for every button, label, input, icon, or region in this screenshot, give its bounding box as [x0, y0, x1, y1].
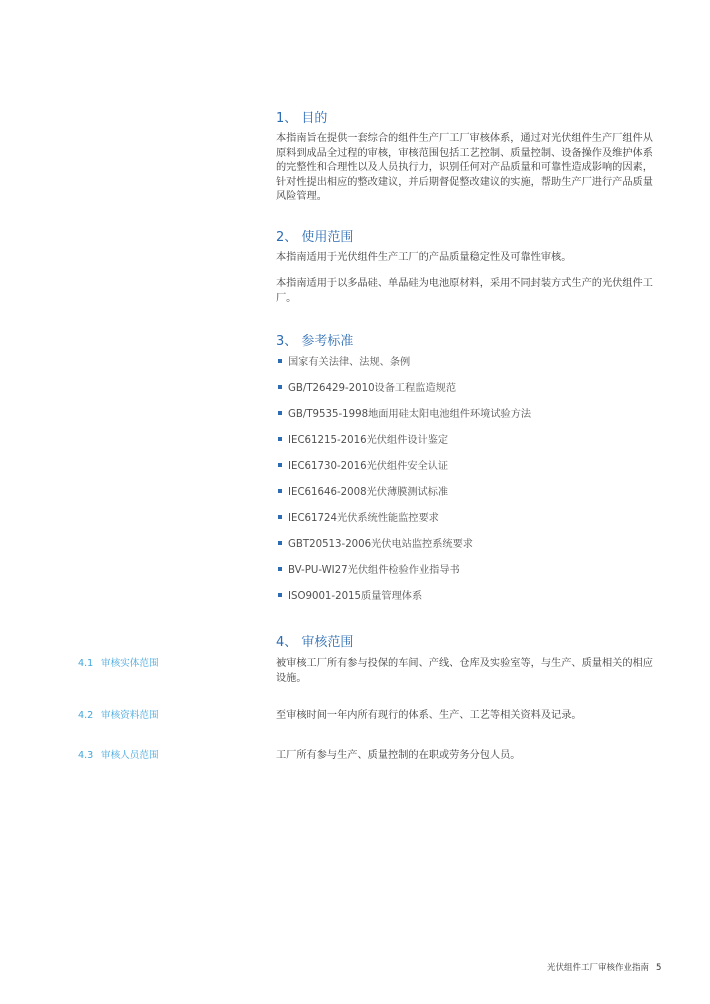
square-bullet-icon: [278, 359, 282, 363]
list-item: [278, 564, 662, 590]
list-item-text: IEC61215-2016光伏组件设计鉴定: [288, 435, 449, 446]
square-bullet-icon: [278, 593, 282, 597]
list-item-text: BV-PU-WI27光伏组件检验作业指导书: [288, 565, 460, 576]
square-bullet-icon: [278, 515, 282, 519]
personnel-scope-text: 工厂所有参与生产、质量控制的在职或劳务分包人员。: [276, 750, 521, 761]
list-item: [278, 434, 662, 460]
list-item-text: ISO9001-2015质量管理体系: [288, 591, 423, 602]
list-item: [278, 590, 662, 616]
list-item: [278, 356, 662, 382]
list-item-text: IEC61730-2016光伏组件安全认证: [288, 461, 449, 472]
page-number: 5: [656, 963, 662, 973]
square-bullet-icon: [278, 463, 282, 467]
list-item: [278, 486, 662, 512]
list-item-text: 国家有关法律、法规、条例: [288, 357, 411, 368]
list-item: [278, 408, 662, 434]
square-bullet-icon: [278, 567, 282, 571]
side-label-text: 审核人员范围: [101, 750, 159, 761]
square-bullet-icon: [278, 541, 282, 545]
section-heading-scope: 2、 使用范围: [276, 230, 354, 245]
side-label-entity-scope: [78, 657, 159, 672]
scope-paragraph-2: 本指南适用于以多晶硅、单晶硅为电池原材料，采用不同封装方式生产的光伏组件工厂。: [276, 278, 653, 304]
entity-scope-text: 被审核工厂所有参与投保的车间、产线、仓库及实验室等，与生产、质量相关的相应设施。: [276, 658, 653, 684]
reference-standards-list: [278, 356, 662, 616]
side-label-personnel-scope: [78, 749, 159, 764]
square-bullet-icon: [278, 489, 282, 493]
page-footer: [547, 962, 661, 974]
side-label-text: 审核实体范围: [101, 658, 159, 669]
list-item: [278, 538, 662, 564]
side-label-number: 4.2: [78, 710, 94, 721]
purpose-paragraph: 本指南旨在提供一套综合的组件生产厂工厂审核体系，通过对光伏组件生产厂组件从原料到成品全过程的审核，审核范围包括工艺控制、质量控制、设备操作及维护体系的完整性和合理性以及人员执行力，识别任何对产品质量和可靠性造成影响的因素，针对性提出相应的整改建议，并后期督促整改建议的实施，帮助生产厂进行产品质量风险管理。: [276, 133, 653, 203]
side-label-number: 4.1: [78, 658, 94, 669]
document-scope-text: 至审核时间一年内所有现行的体系、生产、工艺等相关资料及记录。: [276, 710, 582, 721]
list-item-text: GBT20513-2006光伏电站监控系统要求: [288, 539, 473, 550]
list-item: [278, 512, 662, 538]
square-bullet-icon: [278, 437, 282, 441]
side-label-text: 审核资料范围: [101, 710, 159, 721]
list-item: [278, 382, 662, 408]
side-label-document-scope: [78, 709, 159, 724]
list-item-text: IEC61646-2008光伏薄膜测试标准: [288, 487, 449, 498]
scope-paragraph-1: 本指南适用于光伏组件生产工厂的产品质量稳定性及可靠性审核。: [276, 252, 572, 263]
square-bullet-icon: [278, 411, 282, 415]
list-item-text: GB/T9535-1998地面用硅太阳电池组件环境试验方法: [288, 409, 532, 420]
square-bullet-icon: [278, 385, 282, 389]
list-item-text: GB/T26429-2010设备工程监造规范: [288, 383, 457, 394]
list-item: [278, 460, 662, 486]
footer-title: 光伏组件工厂审核作业指南: [547, 963, 650, 973]
section-heading-purpose: 1、 目的: [276, 111, 328, 126]
list-item-text: IEC61724光伏系统性能监控要求: [288, 513, 439, 524]
section-heading-references: 3、 参考标准: [276, 334, 354, 349]
section-heading-audit-scope: 4、 审核范围: [276, 635, 354, 650]
side-label-number: 4.3: [78, 750, 94, 761]
